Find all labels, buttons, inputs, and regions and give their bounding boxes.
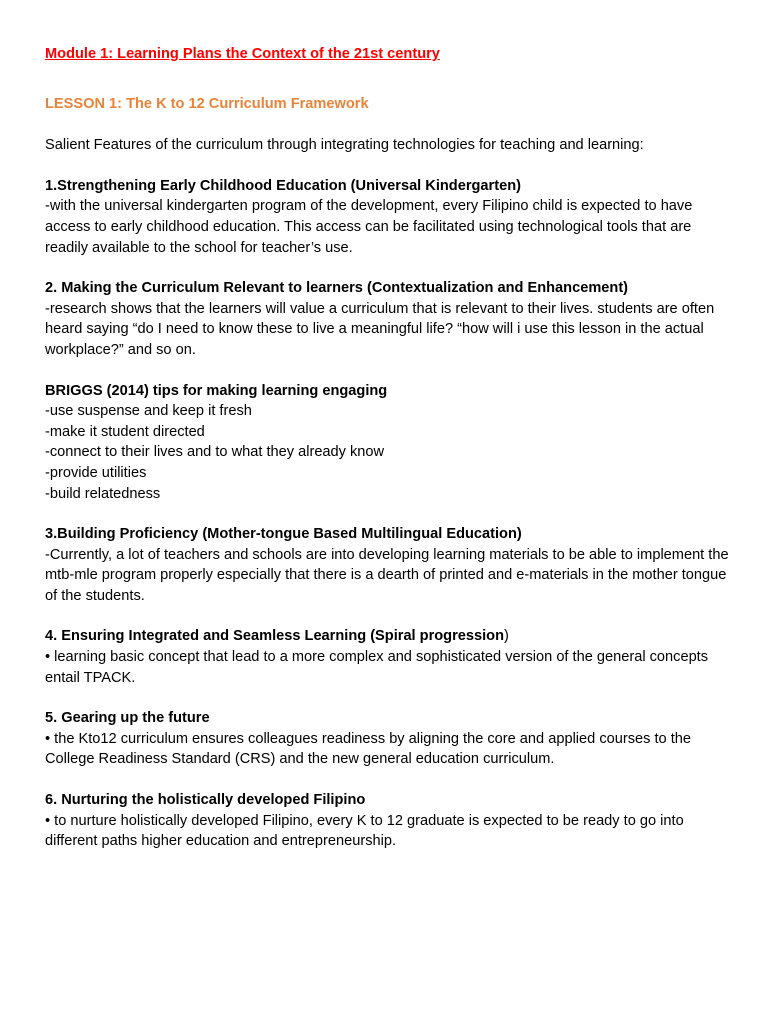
list-item: -use suspense and keep it fresh [45, 403, 252, 420]
section-heading: 2. Making the Curriculum Relevant to learners (Contextualization and Enhancement) [45, 280, 629, 297]
section-body: -Currently, a lot of teachers and schools are into developing learning materials to be able to implement the mtb-mle program properly especially that there is a dearth of printed and e-materials in the mother tongue of the students. [45, 546, 729, 604]
module-title: Module 1: Learning Plans the Context of the 21st century [45, 46, 440, 62]
section-body: • learning basic concept that lead to a more complex and sophisticated version of the general concepts entail TPACK. [45, 649, 709, 686]
document-page [45, 44, 735, 852]
section-heading: 5. Gearing up the future [45, 710, 210, 727]
list-item: -build relatedness [45, 485, 161, 502]
section-early-childhood [45, 176, 735, 258]
intro-paragraph: Salient Features of the curriculum through integrating technologies for teaching and learning: [45, 137, 644, 154]
section-building-proficiency [45, 524, 735, 606]
section-body: • the Kto12 curriculum ensures colleagues readiness by aligning the core and applied courses to the College Readiness Standard (CRS) and the new general education curriculum. [45, 730, 692, 768]
list-item: -connect to their lives and to what they already know [45, 444, 385, 461]
lesson-title: LESSON 1: The K to 12 Curriculum Framework [45, 95, 369, 112]
section-briggs-tips [45, 381, 735, 505]
section-seamless-learning [45, 626, 735, 688]
section-body: -with the universal kindergarten program of the development, every Filipino child is expected to have access to early childhood education. This access can be facilitated using technological tools that are readily available to the school for teacher’s use. [45, 198, 693, 256]
section-heading: 6. Nurturing the holistically developed Filipino [45, 792, 366, 809]
section-heading-line [45, 626, 735, 647]
section-heading-tail: ) [504, 628, 509, 645]
section-gearing-up [45, 708, 735, 770]
section-heading: 3.Building Proficiency (Mother-tongue Based Multilingual Education) [45, 526, 522, 543]
section-heading: BRIGGS (2014) tips for making learning engaging [45, 382, 388, 399]
section-holistic-filipino [45, 790, 735, 852]
list-item: -provide utilities [45, 464, 147, 481]
section-body: • to nurture holistically developed Filipino, every K to 12 graduate is expected to be ready to go into different paths higher education and entrepreneurship. [45, 812, 684, 850]
section-heading: 4. Ensuring Integrated and Seamless Learning (Spiral progression [45, 628, 505, 645]
section-relevant-curriculum [45, 278, 735, 360]
list-item: -make it student directed [45, 423, 205, 440]
section-body: -research shows that the learners will value a curriculum that is relevant to their lives. students are often heard saying “do I need to know these to live a meaningful life? “how will i use this lesson in the actual workplace?” and so on. [45, 300, 715, 358]
section-heading: 1.Strengthening Early Childhood Education (Universal Kindergarten) [45, 177, 521, 194]
